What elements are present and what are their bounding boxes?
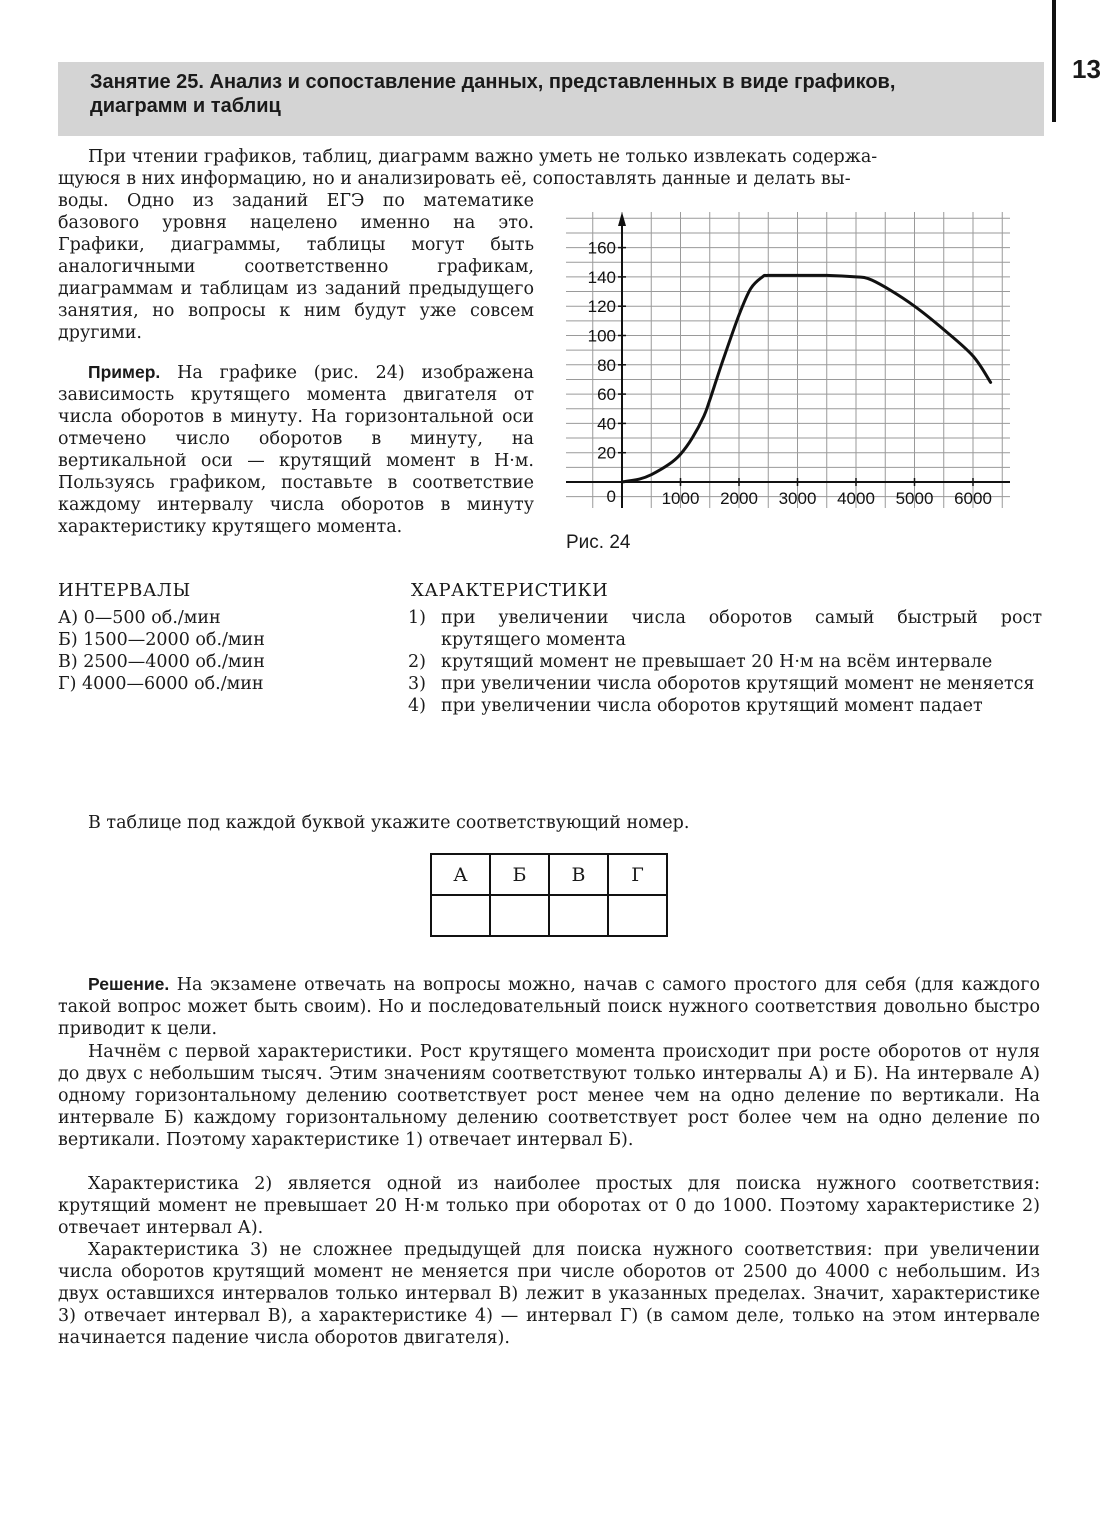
figure-caption: Рис. 24 [566, 532, 631, 553]
characteristic-item [408, 607, 1042, 651]
solution-paragraph-1 [58, 973, 1040, 1040]
answer-header: А [431, 854, 490, 895]
x-tick-label: 4000 [837, 489, 875, 508]
answer-header: Г [608, 854, 667, 895]
intro-paragraph: воды. Одно из заданий ЕГЭ по математике базового уровня нацелено именно на это. Графики, диаграммы, таблицы могут быть аналогичными соответственно графикам, диаграммам и таблицам из заданий предыдущего занятия, но вопросы к ним будут уже совсем другими. [58, 191, 534, 343]
instruction-text: В таблице под каждой буквой укажите соответствующий номер. [88, 813, 690, 833]
example-text: На графике (рис. 24) изображена зависимость крутящего момента двигателя от числа оборотов в минуту. На горизонтальной оси отмечено число оборотов в минуту, на вертикальной оси — крутящий момент в Н·м. Пользуясь графиком, поставьте в соответствие каждому интервалу числа оборотов в минуту характеристику крутящего момента. [58, 363, 534, 537]
example-label: Пример. [88, 362, 161, 382]
answer-cell[interactable] [490, 895, 549, 936]
intro-line-2: щуюся в них информацию, но и анализировать её, сопоставлять данные и делать вы- [58, 169, 851, 189]
y-tick-label: 80 [597, 355, 616, 375]
y-axis-arrow [618, 212, 626, 226]
torque-chart [560, 196, 1030, 526]
x-tick-label: 3000 [778, 489, 817, 508]
answer-header: В [549, 854, 608, 895]
y-tick-label: 20 [597, 443, 616, 463]
x-tick-label: 5000 [895, 489, 934, 508]
interval-item: Г) 4000—6000 об./мин [58, 674, 264, 694]
characteristic-text: при увеличении числа оборотов крутящий момент не меняется [441, 674, 1035, 694]
intervals-list [58, 607, 388, 695]
characteristic-text: при увеличении числа оборотов крутящий момент падает [441, 696, 983, 716]
interval-item: В) 2500—4000 об./мин [58, 652, 265, 672]
characteristic-number: 3) [408, 674, 426, 694]
x-tick-label: 6000 [954, 489, 992, 508]
y-tick-label: 60 [597, 385, 616, 405]
x-tick-label: 1000 [661, 489, 700, 508]
origin-label: 0 [606, 487, 616, 506]
solution-paragraph-2: Начнём с первой характеристики. Рост крутящего момента происходит при росте оборотов от нуля до двух с небольшим тысяч. Этим значениям соответствуют только интервалы А) и Б). На интервале А) одному горизонтальному делению соответствует рост менее чем на одно деление по вертикали. На интервале Б) каждому горизонтальному делению соответствует рост более чем на одно деление по вертикали. Поэтому характеристике 1) отвечает интервал Б). [58, 1042, 1040, 1150]
chart-grid [566, 212, 1010, 508]
characteristics-heading: ХАРАКТЕРИСТИКИ [411, 580, 609, 601]
solution-label: Решение. [88, 974, 170, 994]
characteristic-number: 1) [408, 608, 426, 628]
y-tick-label: 120 [587, 297, 616, 317]
characteristic-number: 2) [408, 652, 426, 672]
answer-header: Б [490, 854, 549, 895]
characteristic-text: при увеличении числа оборотов самый быстрый рост крутящего момента [441, 608, 1042, 650]
y-tick-label: 140 [587, 267, 616, 287]
characteristic-text: крутящий момент не превышает 20 Н·м на всём интервале [441, 652, 993, 672]
answer-cell[interactable] [608, 895, 667, 936]
page-number: 13 [1072, 54, 1101, 84]
x-tick-label: 2000 [720, 489, 758, 508]
lesson-title: Занятие 25. Анализ и сопоставление данных, представленных в виде графиков, диаграмм и таблиц [90, 71, 896, 117]
characteristic-item [408, 651, 1042, 673]
characteristic-item [408, 695, 1042, 717]
interval-item: А) 0—500 об./мин [58, 608, 221, 628]
characteristics-list [408, 607, 1042, 717]
answer-cell[interactable] [431, 895, 490, 936]
example-paragraph [58, 361, 534, 538]
characteristic-item [408, 673, 1042, 695]
answer-table [430, 853, 668, 937]
solution-text-1: На экзамене отвечать на вопросы можно, начав с самого простого для себя (для каждого такой вопрос может быть своим). Но и последовательный поиск нужного соответствия довольно быстро приводит к цели. [58, 975, 1040, 1039]
interval-item: Б) 1500—2000 об./мин [58, 630, 265, 650]
characteristic-number: 4) [408, 696, 426, 716]
solution-paragraph-3: Характеристика 2) является одной из наиболее простых для поиска нужного соответствия: крутящий момент не превышает 20 Н·м только при оборотах от 0 до 1000. Поэтому характеристике 2) отвечает интервал А). [58, 1174, 1040, 1238]
intervals-heading: ИНТЕРВАЛЫ [58, 580, 191, 601]
solution-paragraph-4: Характеристика 3) не сложнее предыдущей для поиска нужного соответствия: при увеличении числа оборотов крутящий момент не меняется при числе оборотов от 2500 до 4000 с небольшим. Из двух оставшихся интервалов только интервал В) лежит в указанных пределах. Значит, характеристике 3) отвечает интервал В), а характеристике 4) — интервал Г) (в самом деле, только на этом интервале начинается падение числа оборотов двигателя). [58, 1240, 1040, 1348]
y-tick-label: 160 [587, 238, 616, 258]
y-tick-label: 40 [597, 414, 616, 434]
intro-line-1: При чтении графиков, таблиц, диаграмм важно уметь не только извлекать содержа- [88, 147, 878, 167]
y-tick-label: 100 [587, 326, 616, 346]
page-edge-rule [1052, 0, 1056, 122]
answer-cell[interactable] [549, 895, 608, 936]
